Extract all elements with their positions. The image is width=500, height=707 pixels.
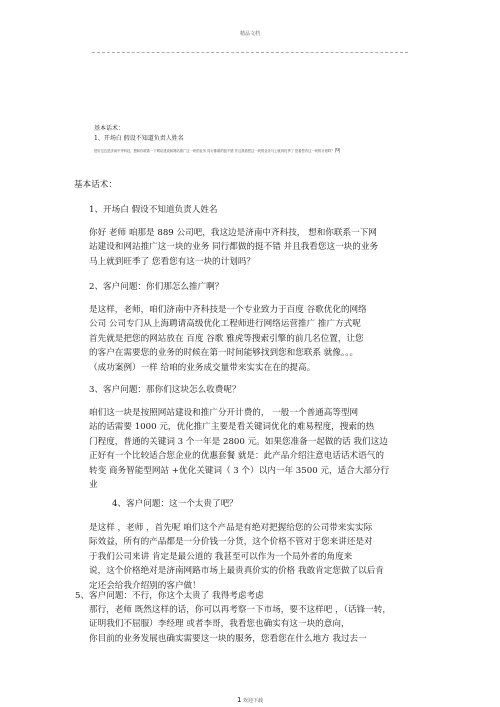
summary-heading: 基本话术： <box>94 125 125 132</box>
q4-line: 说，这个价格绝对是济南网路市场上最贵真价实的价格 我敢肯定您做了以后肯 <box>89 566 384 577</box>
q3-line: 业 <box>89 480 98 491</box>
footer-label: 欢迎下载 <box>243 698 264 704</box>
page-number: 1 <box>236 696 242 704</box>
q2-line: 是这样，老师，咱们济南中齐科技是一个专业致力于百度 谷歌优化的网络 <box>89 305 367 315</box>
q1-line: 马上就到旺季了 您看您有这一块的计划吗？ <box>89 256 256 267</box>
q4-line: 于我们公司来讲 肯定是最公道的 我甚至可以作为一个局外者的角度来 <box>89 551 353 562</box>
page-footer <box>0 696 500 704</box>
q2-line: （成功案例）一样 给咱的业务成交量带来实实在在的提高。 <box>89 362 316 373</box>
header-divider <box>92 52 408 53</box>
q2-line: 首先就是把您的网站放在 百度 谷歌 雅虎等搜索引擎的前几名位置，让您 <box>89 333 364 344</box>
body-heading: 基本话术： <box>74 180 117 190</box>
q3-line: 转变 商务智能型网站 +优化关键词（ 3 个）以内一年 3500 元，适合大部分行 <box>89 465 390 476</box>
q5-line: 那行，老师 既然这样的话，你可以再考察一下市场，要不这样吧 ，（话锋一转， <box>89 605 391 615</box>
summary-tiny-tail: 网 <box>334 148 341 154</box>
q5-line: 证明我们不屈服）李经理 或者李哥，我看您也确实有这一块的意向， <box>89 619 350 630</box>
page-header: 精品文档 <box>239 31 260 37</box>
q4-line: 定还会给我介绍别的客户做！ <box>89 580 201 591</box>
q3-line: 正好有一个比较适合您企业的优惠套餐 就是：此产品介绍注意电话话术语气的 <box>89 451 384 462</box>
q1-answer <box>89 226 378 269</box>
q1-line: 站建设和网站推广这一块的业务 同行都做的挺不错 并且我看您这一块的业务 <box>89 242 379 253</box>
q2-title: 2、客户问题：你们那怎么推广啊？ <box>89 282 224 292</box>
q4-answer <box>89 521 384 593</box>
q4-line: 际效益，所有的产品都是一分价钱一分货，这个价格不管对于您来讲还是对 <box>89 537 373 548</box>
summary-line: 1、开场白 假设不知道负责人姓名 <box>94 135 184 142</box>
q1-title: 1、开场白 假设不知道负责人姓名 <box>89 205 218 215</box>
q3-line: 咱们这一块是按照网站建设和推广分开计费的， 一般一个普通高等型网 <box>89 408 359 418</box>
q2-line: 的客户在需要您的业务的时候在第一时间能够找到您和您联系 就像。。。 <box>89 348 359 359</box>
q5-answer <box>89 603 391 646</box>
q3-line: 门程度，普通的关键词 3 个一年是 2800 元。如果您准备一起做的话 我们这边 <box>89 436 388 447</box>
q2-line: 公司 公司专门从上海聘请高级优化工程师进行网络运营推广 推广方式呢 <box>89 319 361 330</box>
q1-line: 你好 老师 咱那是 889 公司吧，我这边是济南中齐科技， 想和你联系一下网 <box>89 228 377 238</box>
q3-line: 站的话需要 1000 元，优化推广主要是看关键词优化的难易程度，搜索的热 <box>89 422 375 433</box>
q3-title: 3、客户问题：那你们这块怎么收费呢？ <box>89 385 241 395</box>
q5-line: 你目前的业务发展也确实需要这一块的服务，您看您在什么地方 我过去一 <box>89 633 367 644</box>
q2-answer <box>89 303 367 375</box>
q5-title: 5、客户问题：不行，你这个太贵了 我得考虑考虑 <box>75 591 264 601</box>
summary-tiny-text <box>94 148 412 154</box>
q4-line: 是这样 ，老师 ，首先呢 咱们这个产品是有绝对把握给您的公司带来实实际 <box>89 523 373 533</box>
summary-tiny-content: 您好这边是济南中齐科技，想和你联系一下网站建设和网站推广这一块的业务 同行都做的挺不错 并且我看您这一块的业务马上就到旺季了 您看您有这一块的计划吗？ <box>94 149 335 153</box>
q4-title: 4、客户问题：这一个太贵了吧？ <box>112 499 238 509</box>
q3-answer <box>89 406 389 492</box>
